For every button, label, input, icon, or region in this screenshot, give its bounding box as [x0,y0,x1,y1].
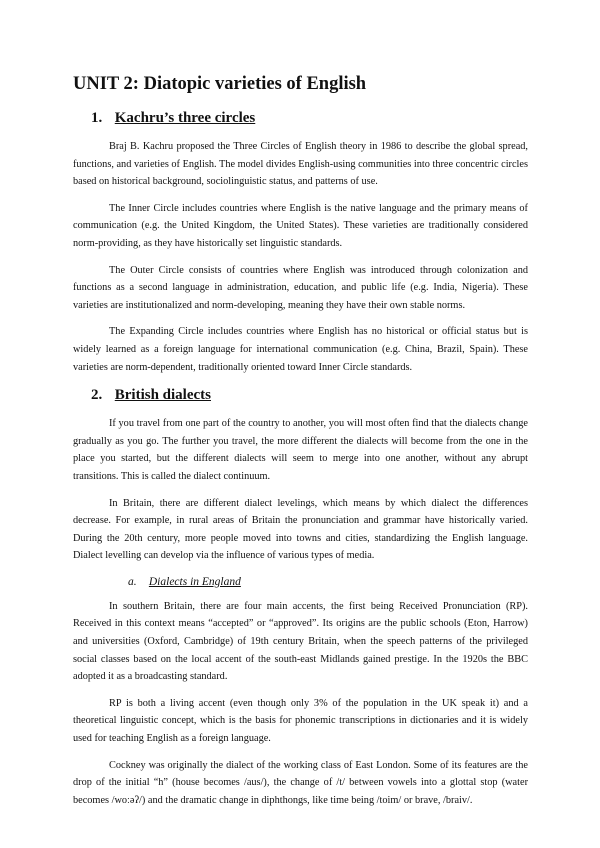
section-title: British dialects [114,387,211,404]
paragraph: Braj B. Kachru proposed the Three Circles of English theory in 1986 to describe the global spread, functions, and varieties of English. The model divides English-using communities into three concentric circles based on historical background, sociolinguistic status, and patterns of use. [73,141,528,188]
section-number: 1. [91,110,103,126]
section-number: 2. [91,387,103,404]
paragraph: In southern Britain, there are four main accents, the first being Received Pronunciation (RP). Received in this context means “accepted” or “approved”. Its origins are the public schools (Eton, Harrow) and universities (Oxford, Cambridge) of 19th century Britain, when the speech patterns of the privileged social classes based on the local accent of the south-east Midlands gained prestige. In the 1920s the BBC adopted it as a broadcasting standard. [73,600,528,683]
section-heading-kachru [73,108,528,128]
subsection-heading-dialects-in-england [73,574,528,590]
paragraph: The Inner Circle includes countries where English is the native language and the primary means of communication (e.g. the United Kingdom, the United States). These varieties are traditionally considered norm-providing, as they have historically set linguistic standards. [73,202,528,249]
subsection-title: Dialects in England [148,575,241,588]
paragraph: Cockney was originally the dialect of the working class of East London. Some of its features are the drop of the initial “h” (house becomes /aus/), the change of /t/ between vowels into a glottal stop (water becomes /woːəʔ/) and the dramatic change in diphthongs, like time being /toim/ or brave, /braiv/. [73,759,528,806]
paragraph: If you travel from one part of the country to another, you will most often find that the dialects change gradually as you go. The further you travel, the more different the dialects will become from the one in the place you started, but the different dialects will seem to merge into one another, without any abrupt transitions. This is called the dialect continuum. [73,418,528,482]
subsection-letter: a. [128,575,137,588]
paragraph: The Expanding Circle includes countries where English has no historical or official status but is widely learned as a foreign language for international communication (e.g. China, Brazil, Spain). These varieties are norm-dependent, traditionally oriented toward Inner Circle standards. [73,326,528,373]
page-title: UNIT 2: Diatopic varieties of English [73,74,367,94]
section-heading-british-dialects [73,385,528,405]
paragraph: RP is both a living accent (even though only 3% of the population in the UK speak it) and a theoretical linguistic concept, which is the basis for phonemic transcriptions in dictionaries and it is widely used for teaching English as a foreign language. [73,697,528,745]
paragraph: The Outer Circle consists of countries where English was introduced through colonization and functions as a second language in administration, education, and public life (e.g. India, Nigeria). These varieties are institutionalized and norm-developing, meaning they have their own stable norms. [73,264,528,311]
paragraph: In Britain, there are different dialect levelings, which means by which dialect the differences decrease. For example, in rural areas of Britain the pronunciation and grammar have historically varied. During the 20th century, more people moved into towns and cities, standardizing the English language. Dialect levelling can develop via the influence of various types of media. [73,497,528,562]
page-content [73,72,528,818]
section-title: Kachru’s three circles [114,110,256,126]
